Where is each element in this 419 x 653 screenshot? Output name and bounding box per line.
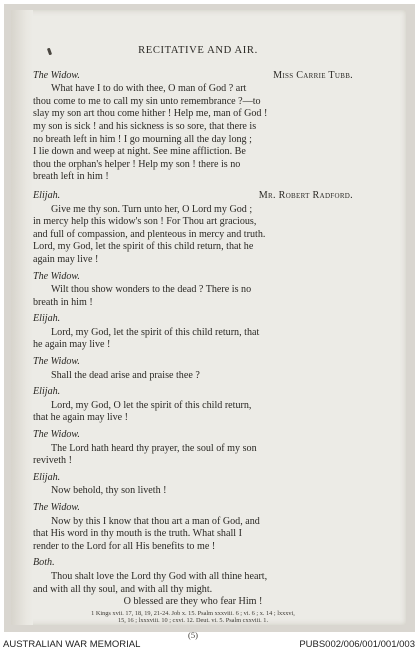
stanza-text — [33, 83, 353, 184]
reference-line: 15, 16 ; lxxxviii. 10 ; cxvi. 12. Deut. vi. 5. Psalm cxxviii. 1. — [117, 617, 269, 625]
text-line: Give me thy son. Turn unto her, O Lord my God ; — [51, 203, 253, 215]
singer-name: Mr. Robert Radford. — [258, 189, 353, 201]
speaker-name: Elijah. — [33, 189, 61, 201]
text-line: Now behold, thy son liveth ! — [51, 485, 167, 497]
stanza-text — [33, 284, 353, 309]
archive-footer — [0, 637, 419, 653]
text-line: in mercy help this widow's son ! For Thou art gracious, — [33, 216, 257, 228]
stanza-text — [33, 400, 353, 425]
speaker-name: Elijah. — [33, 313, 61, 325]
speaker-name: The Widow. — [33, 356, 80, 368]
stanza-text — [33, 516, 353, 554]
speaker-name: The Widow. — [33, 502, 80, 513]
stanza-text — [33, 571, 353, 609]
text-line: Lord, my God, let the spirit of this child return, that — [51, 326, 260, 338]
text-line: breath in him ! — [33, 296, 93, 308]
text-line: Lord, my God, let the spirit of this child return, that he — [33, 241, 254, 253]
text-line: render to the Lord for all His benefits to me ! — [33, 540, 216, 552]
text-line: Lord, my God, O let the spirit of this child return, — [51, 399, 252, 411]
text-line: Wilt thou show wonders to the dead ? There is no — [51, 284, 252, 296]
archive-name: AUSTRALIAN WAR MEMORIAL — [3, 639, 141, 650]
singer-name: Miss Carrie Tubb. — [273, 69, 353, 81]
text-line: he again may live ! — [33, 339, 111, 351]
stanza-header — [33, 190, 353, 203]
text-line: that His word in thy mouth is the truth. What shall I — [33, 528, 242, 540]
archive-reference: PUBS002/006/001/001/003 — [299, 639, 415, 650]
reference-line: 1 Kings xvii. 17, 18, 19, 21-24. Job x. 15. Psalm xxxviii. 6 ; vi. 6 ; x. 14 ; lxxxvi, — [91, 609, 295, 617]
text-line: Now by this I know that thou art a man of God, and — [51, 515, 260, 527]
text-line: What have I to do with thee, O man of God ? art — [51, 83, 247, 95]
speaker-name: Elijah. — [33, 471, 61, 483]
text-line: thou come to me to call my sin unto remembrance ?—to — [33, 95, 261, 107]
text-line: that he again may live ! — [33, 412, 129, 424]
text-line: reviveth ! — [33, 455, 72, 467]
text-line: and full of compassion, and plenteous in mercy and truth. — [33, 228, 266, 240]
scripture-references — [33, 610, 353, 625]
stanza-text — [33, 443, 353, 468]
text-line: I lie down and weep at night. See mine affliction. Be — [33, 146, 246, 158]
text-line: Thou shalt love the Lord thy God with all thine heart, — [51, 570, 268, 582]
stanza-text — [33, 327, 353, 352]
text-line: breath left in him ! — [33, 171, 109, 183]
stanza-header — [33, 70, 353, 83]
text-line: Shall the dead arise and praise thee ? — [51, 369, 200, 381]
text-line: my son is sick ! and his sickness is so sore, that there is — [33, 120, 257, 132]
text-line: The Lord hath heard thy prayer, the soul of my son — [51, 442, 257, 454]
speaker-name: The Widow. — [33, 429, 80, 441]
text-line: again may live ! — [33, 253, 99, 265]
text-line: and with all thy soul, and with all thy might. — [33, 583, 213, 595]
speaker-name: The Widow. — [33, 270, 80, 282]
page-spine-shadow — [11, 10, 33, 625]
text-line: slay my son art thou come hither ! Help me, man of God ! — [33, 108, 268, 120]
page-content — [33, 45, 353, 642]
stanza-text — [33, 370, 353, 383]
stanza-text — [33, 204, 353, 267]
speaker-name: Elijah. — [33, 386, 61, 398]
section-title: RECITATIVE AND AIR. — [138, 45, 258, 56]
page-number: (5) — [188, 629, 198, 640]
speaker-name: Both. — [33, 557, 55, 569]
text-line: thou the orphan's helper ! Help my son ! there is no — [33, 158, 241, 170]
speaker-name: The Widow. — [33, 69, 80, 81]
stanza-text — [33, 485, 353, 498]
text-line: O blessed are they who fear Him ! — [123, 596, 263, 608]
text-line: no breath left in him ! I go mourning all the day long ; — [33, 133, 252, 145]
